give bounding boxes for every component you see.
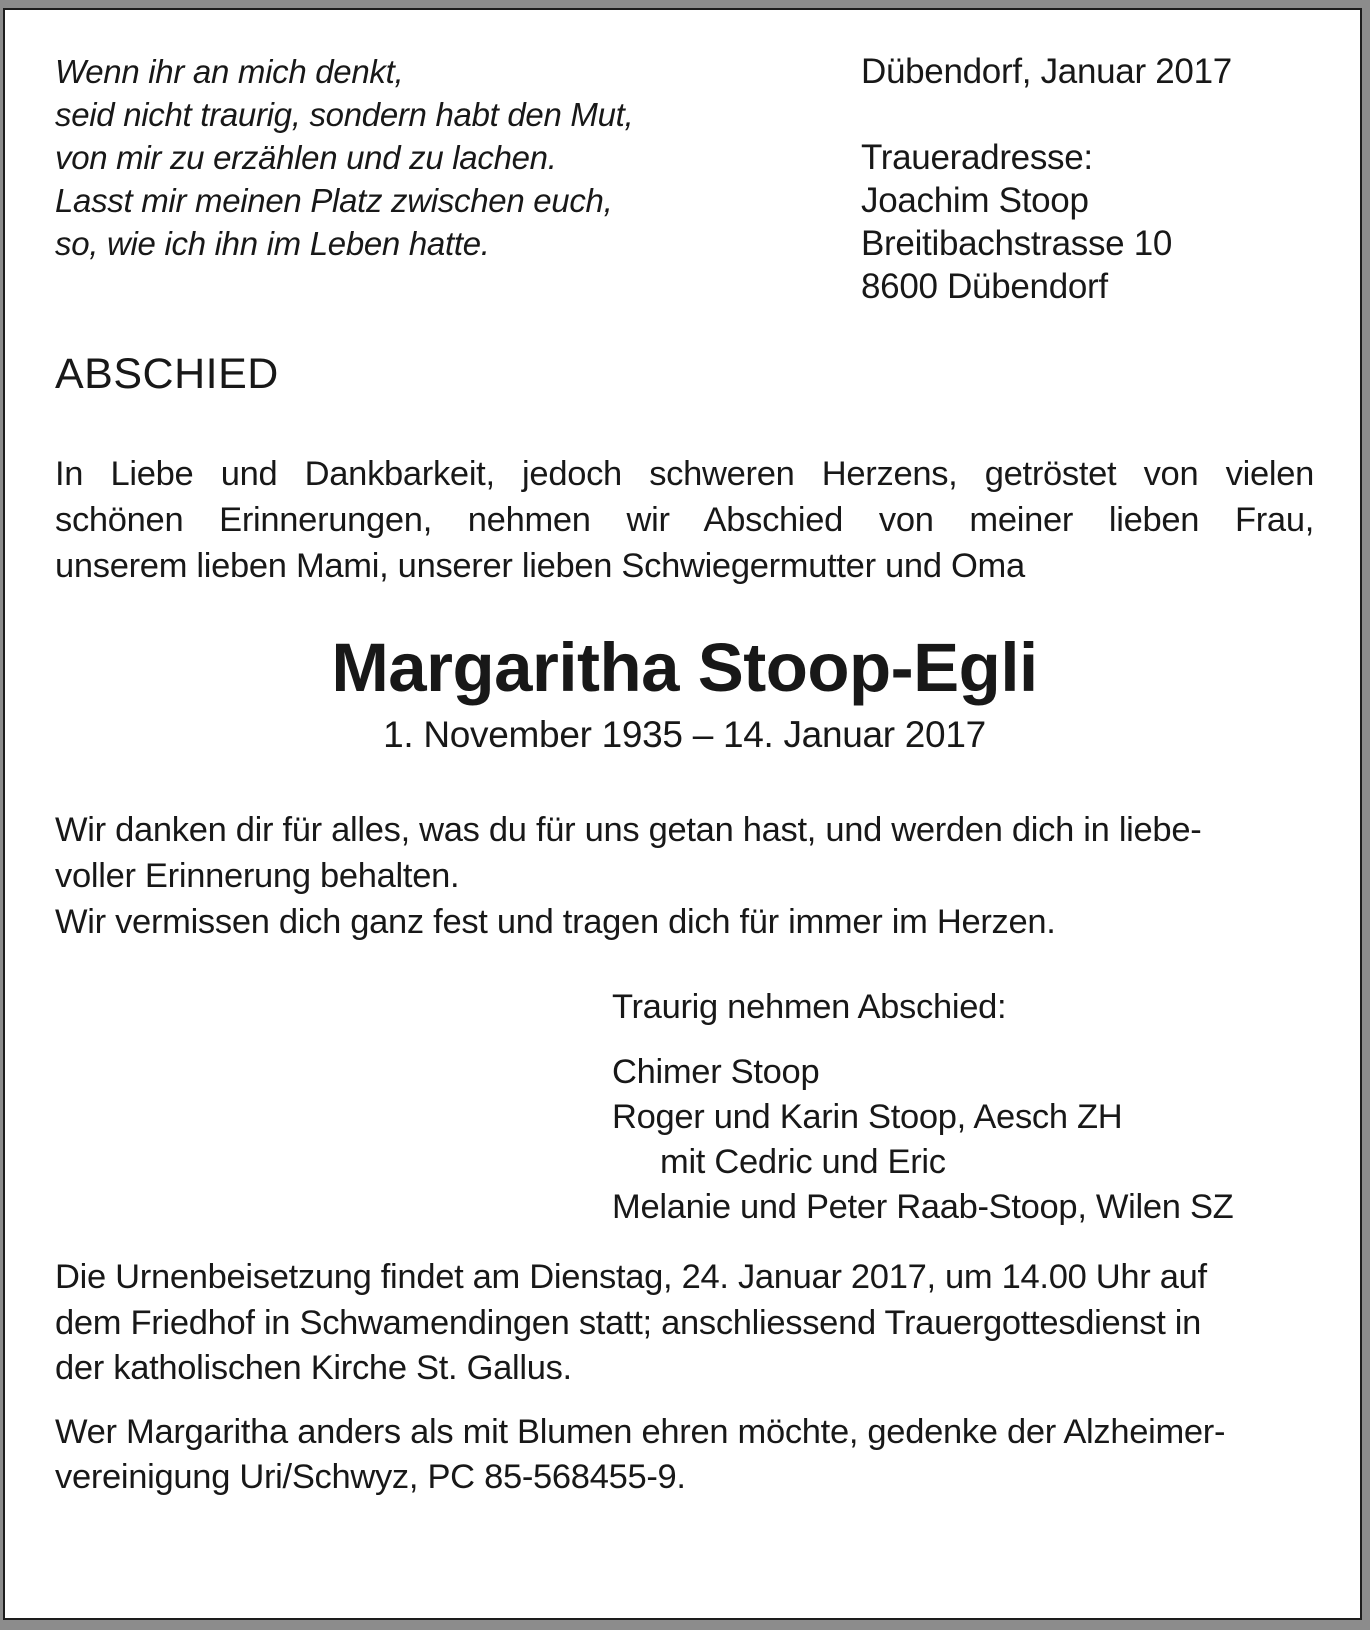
thanks-line: voller Erinnerung behalten. [55, 857, 460, 895]
intro-paragraph [55, 451, 1314, 589]
mourning-address-block [861, 50, 1232, 308]
mourner-line: Melanie und Peter Raab-Stoop, Wilen SZ [612, 1188, 1234, 1226]
place-dateline: Dübendorf, Januar 2017 [861, 52, 1232, 91]
poem-line: Wenn ihr an mich denkt, [55, 53, 404, 90]
mourners-block [612, 985, 1314, 1230]
funeral-line: Die Urnenbeisetzung findet am Dienstag, 24. Januar 2017, um 14.00 Uhr auf [55, 1258, 1207, 1296]
deceased-name: Margaritha Stoop-Egli [331, 629, 1038, 706]
mourners-label: Traurig nehmen Abschied: [612, 988, 1007, 1026]
thanks-paragraph [55, 807, 1314, 945]
mourner-line: Chimer Stoop [612, 1053, 820, 1091]
funeral-info-paragraph [55, 1255, 1314, 1392]
mourner-line: Roger und Karin Stoop, Aesch ZH [612, 1098, 1123, 1136]
funeral-line: dem Friedhof in Schwamendingen statt; anschliessend Trauergottesdienst in [55, 1303, 1202, 1342]
poem-line: Lasst mir meinen Platz zwischen euch, [55, 182, 613, 219]
address-line: 8600 Dübendorf [861, 267, 1108, 306]
donation-line: vereinigung Uri/Schwyz, PC 85-568455-9. [55, 1458, 686, 1496]
thanks-line: Wir vermissen dich ganz fest und tragen dich für immer im Herzen. [55, 903, 1056, 941]
address-label: Traueradresse: [861, 138, 1093, 177]
intro-line: schönen Erinnerungen, nehmen wir Abschied von meiner lieben Frau, [55, 501, 1314, 539]
thanks-line: Wir danken dir für alles, was du für uns getan hast, und werden dich in liebe- [55, 811, 1202, 849]
header-row [55, 50, 1314, 306]
deceased-dates: 1. November 1935 – 14. Januar 2017 [383, 714, 986, 755]
spacer [861, 93, 1232, 136]
intro-line: In Liebe und Dankbarkeit, jedoch schweren Herzens, getröstet von vielen [55, 455, 1314, 493]
address-line: Breitibachstrasse 10 [861, 224, 1173, 263]
funeral-line: der katholischen Kirche St. Gallus. [55, 1349, 572, 1387]
address-line: Joachim Stoop [861, 181, 1089, 220]
poem-line: von mir zu erzählen und zu lachen. [55, 139, 557, 176]
poem-line: seid nicht traurig, sondern habt den Mut, [55, 96, 634, 133]
donation-line: Wer Margaritha anders als mit Blumen ehren möchte, gedenke der Alzheimer- [55, 1412, 1226, 1451]
farewell-heading: ABSCHIED [55, 350, 279, 398]
poem-line: so, wie ich ihn im Leben hatte. [55, 225, 490, 262]
obituary-page [3, 8, 1362, 1620]
mourner-line: mit Cedric und Eric [660, 1143, 946, 1181]
donation-paragraph [55, 1410, 1314, 1501]
deceased-name-block [55, 631, 1314, 759]
intro-line: unserem lieben Mami, unserer lieben Schwiegermutter und Oma [55, 547, 1025, 585]
